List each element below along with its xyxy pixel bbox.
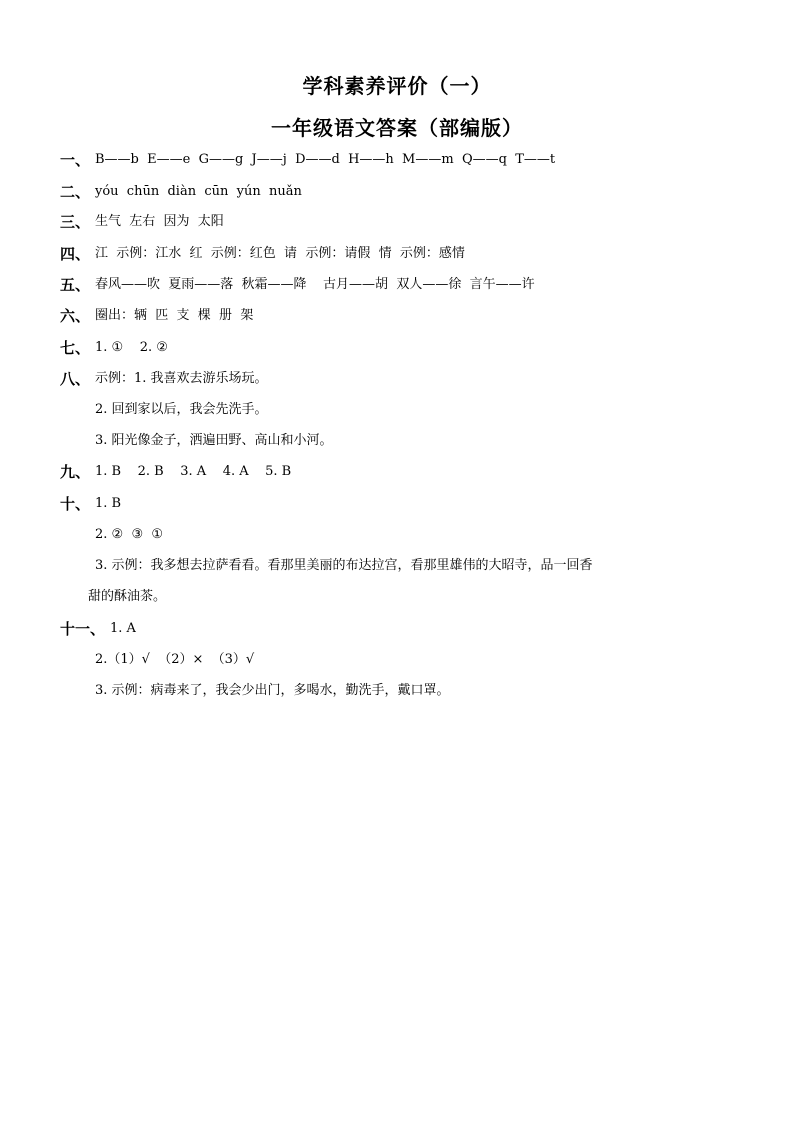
section-number-4: 四、	[60, 245, 91, 263]
page-subtitle: 一年级语文答案（部编版）	[271, 116, 523, 140]
section-number-6: 六、	[60, 307, 91, 325]
section-11-answer-1: 1. A	[110, 621, 136, 636]
section-9-answer: 1. B 2. B 3. A 4. A 5. B	[95, 464, 292, 479]
section-10-answer-2: 2. ② ③ ①	[95, 527, 164, 542]
section-6-answer: 圈出：辆 匹 支 棵 册 架	[95, 308, 254, 323]
section-2-answer: yóu chūn diàn cūn yún nuǎn	[95, 184, 302, 199]
section-number-1: 一、	[60, 151, 91, 169]
section-number-5: 五、	[60, 276, 91, 294]
page-title: 学科素养评价（一）	[302, 74, 492, 98]
section-11-answer-3: 3. 示例：病毒来了，我会少出门，多喝水，勤洗手，戴口罩。	[95, 683, 450, 698]
section-10-answer-3-cont: 甜的酥油茶。	[88, 589, 167, 604]
section-8-answer-3: 3. 阳光像金子，洒遍田野、高山和小河。	[95, 433, 333, 448]
section-3-answer: 生气 左右 因为 太阳	[95, 214, 224, 229]
section-8-answer-2: 2. 回到家以后，我会先洗手。	[95, 402, 268, 417]
section-number-2: 二、	[60, 183, 91, 201]
section-number-8: 八、	[60, 370, 91, 388]
section-10-answer-3: 3. 示例：我多想去拉萨看看。看那里美丽的布达拉宫，看那里雄伟的大昭寺，品一回香	[95, 558, 593, 573]
section-1-answer: B——b E——e G——g J——j D——d H——h M——m Q——q T——t	[95, 152, 556, 167]
section-number-11: 十一、	[60, 620, 106, 638]
section-5-answer: 春风——吹 夏雨——落 秋霜——降 古月——胡 双人——徐 言午——许	[95, 277, 535, 292]
section-number-9: 九、	[60, 463, 91, 481]
section-number-10: 十、	[60, 495, 91, 513]
section-7-answer: 1. ① 2. ②	[95, 340, 168, 355]
section-4-answer: 江 示例：江水 红 示例：红色 请 示例：请假 情 示例：感情	[95, 246, 465, 261]
section-8-answer-1: 示例：1. 我喜欢去游乐场玩。	[95, 371, 268, 386]
section-10-answer-1: 1. B	[95, 496, 122, 511]
section-11-answer-2: 2.（1）√ （2）× （3）√	[95, 652, 255, 667]
section-number-3: 三、	[60, 213, 91, 231]
section-number-7: 七、	[60, 339, 91, 357]
